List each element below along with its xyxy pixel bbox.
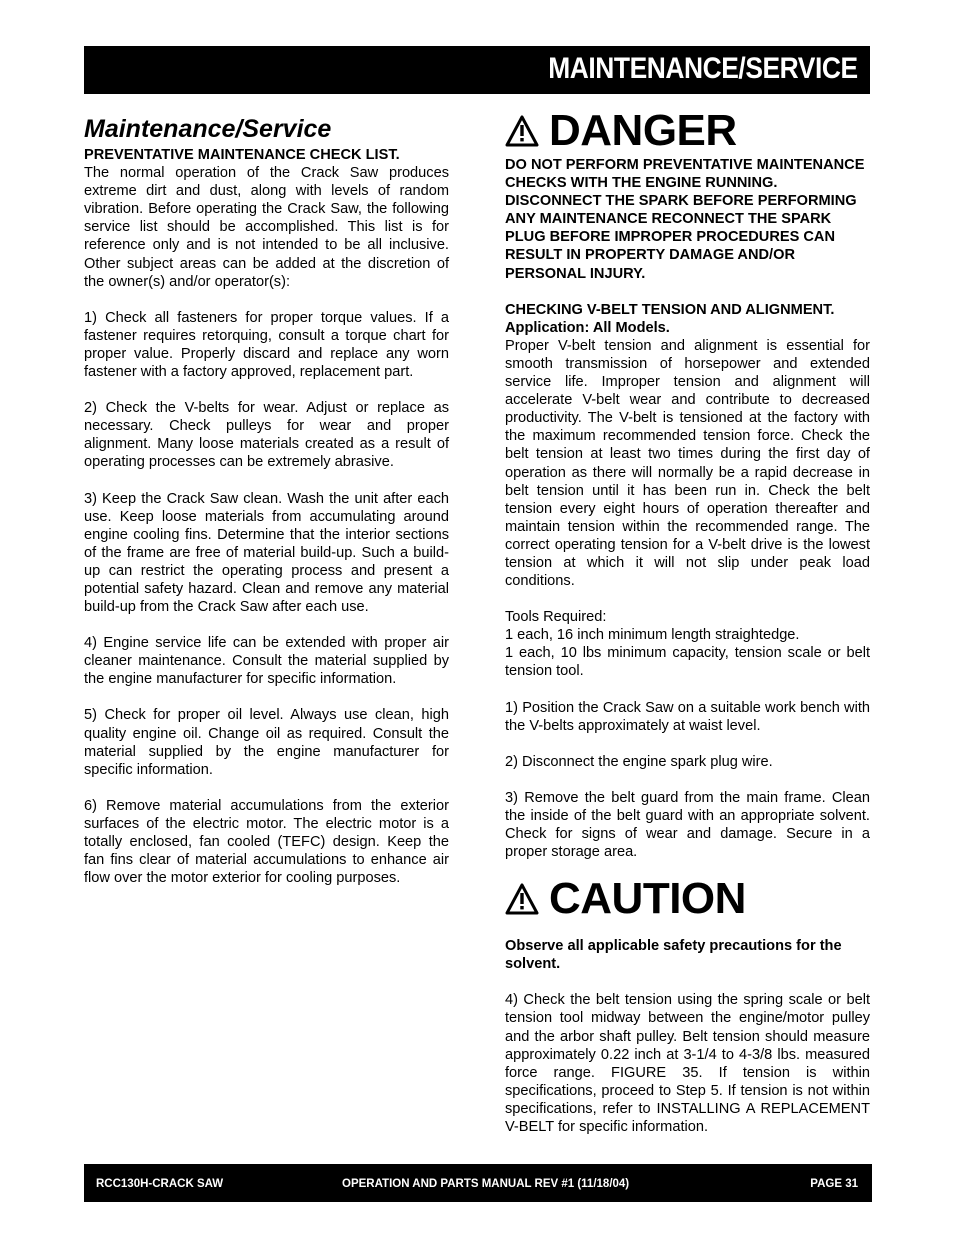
checklist-item: 3) Keep the Crack Saw clean. Wash the unit after each use. Keep loose materials from accumulating around engine cooling fins. Determine that the interior sections of the frame are free of material build-up. Such a build-up can restrict the operating process and present a potential safety hazard. Clean and remove any material build-up from the Crack Saw after each use. — [84, 490, 449, 616]
section-title: Maintenance/Service — [84, 115, 332, 143]
caution-heading — [505, 871, 870, 927]
tools-heading: Tools Required: — [505, 609, 607, 626]
warning-triangle-icon — [505, 883, 539, 915]
vbelt-subheading: Application: All Models. — [505, 319, 670, 336]
step-item: 1) Position the Crack Saw on a suitable work bench with the V-belts approximately at waist level. — [505, 699, 870, 734]
checklist-item: 5) Check for proper oil level. Always use clean, high quality engine oil. Change oil as required. Consult the material supplied by the engine manufacturer for specific information. — [84, 707, 449, 778]
footer-page-number: PAGE 31 — [810, 1178, 858, 1190]
checklist-item: 1) Check all fasteners for proper torque values. If a fastener requires retorquing, consult a torque chart for proper value. Properly discard and replace any worn fastener with a factory approved, replacement part. — [84, 309, 449, 381]
vbelt-intro: Proper V-belt tension and alignment is essential for smooth transmission of horsepower and extended service life. Improper tension and alignment will accelerate V-belt wear and contribute to decreased productivity. The V-belt is tensioned at the factory with the maximum recommended tension force. Check the belt tension at least two times during the first day of operation as there will normally be a rapid decrease in belt tension until it has been run in. Check the belt tension every eight hours of operation thereafter and maintain tension within the recommended range. The correct operating tension for a V-belt drive is the lowest tension at which it will not slip under peak load conditions. — [505, 337, 870, 590]
footer-manual-title: OPERATION AND PARTS MANUAL REV #1 (11/18/04) — [342, 1178, 630, 1190]
danger-label: DANGER — [549, 106, 737, 155]
step-item: 4) Check the belt tension using the spring scale or belt tension tool midway between the engine/motor pulley and the arbor shaft pulley. Belt tension should measure approximately 0.22 inch at 3-1/4 to 4-3/8 lbs. measured force range. FIGURE 35. If tension is within specifications, proceed to Step 5. If tension is not within specifications, refer to INSTALLING A REPLACEMENT V-BELT for specific information. — [505, 992, 870, 1136]
caution-label: CAUTION — [549, 874, 746, 924]
caution-text: Observe all applicable safety precautions for the solvent. — [505, 938, 842, 973]
step-item: 2) Disconnect the engine spark plug wire. — [505, 753, 773, 770]
danger-text: DO NOT PERFORM PREVENTATIVE MAINTENANCE CHECKS WITH THE ENGINE RUNNING. DISCONNECT THE SPARK BEFORE PERFORMING ANY MAINTENANCE RECONNECT THE SPARK PLUG BEFORE IMPROPER PROCEDURES CAN RESULT IN PROPERTY DAMAGE AND/OR PERSONAL INJURY. — [505, 157, 865, 282]
tool-item: 1 each, 16 inch minimum length straightedge. — [505, 627, 800, 644]
warning-triangle-icon — [505, 115, 539, 147]
checklist-item: 4) Engine service life can be extended with proper air cleaner maintenance. Consult the material supplied by the engine manufacturer for specific information. — [84, 635, 449, 688]
checklist-item: 6) Remove material accumulations from the exterior surfaces of the electric motor. The electric motor is a totally enclosed, fan cooled (TEFC) design. Keep the fan fins clear of material accumulations to enhance air flow over the motor exterior for cooling purposes. — [84, 797, 449, 887]
step-item: 3) Remove the belt guard from the main frame. Clean the inside of the belt guard with an appropriate solvent. Check for signs of wear and damage. Secure in a proper storage area. — [505, 789, 870, 861]
header-bar — [84, 46, 870, 94]
right-column — [505, 106, 870, 1136]
footer-bar — [84, 1164, 872, 1202]
checklist-heading: PREVENTATIVE MAINTENANCE CHECK LIST. — [84, 147, 400, 163]
vbelt-heading: CHECKING V-BELT TENSION AND ALIGNMENT. — [505, 301, 835, 318]
intro-paragraph: The normal operation of the Crack Saw produces extreme dirt and dust, along with levels of random vibration. Before operating the Crack Saw, the following service list should be accomplished. This list is for reference only and is not intended to be all inclusive. Other subject areas can be added at the discretion of the owner(s) and/or operator(s): — [84, 165, 449, 290]
left-column — [84, 114, 449, 887]
checklist-item: 2) Check the V-belts for wear. Adjust or replace as necessary. Check pulleys for wear and proper alignment. Many loose materials created as a result of operating processes can be extremely abrasive. — [84, 400, 449, 471]
tool-item: 1 each, 10 lbs minimum capacity, tension scale or belt tension tool. — [505, 645, 870, 680]
header-title: MAINTENANCE/SERVICE — [548, 52, 858, 85]
danger-heading — [505, 106, 870, 156]
footer-model: RCC130H-CRACK SAW — [96, 1178, 224, 1190]
